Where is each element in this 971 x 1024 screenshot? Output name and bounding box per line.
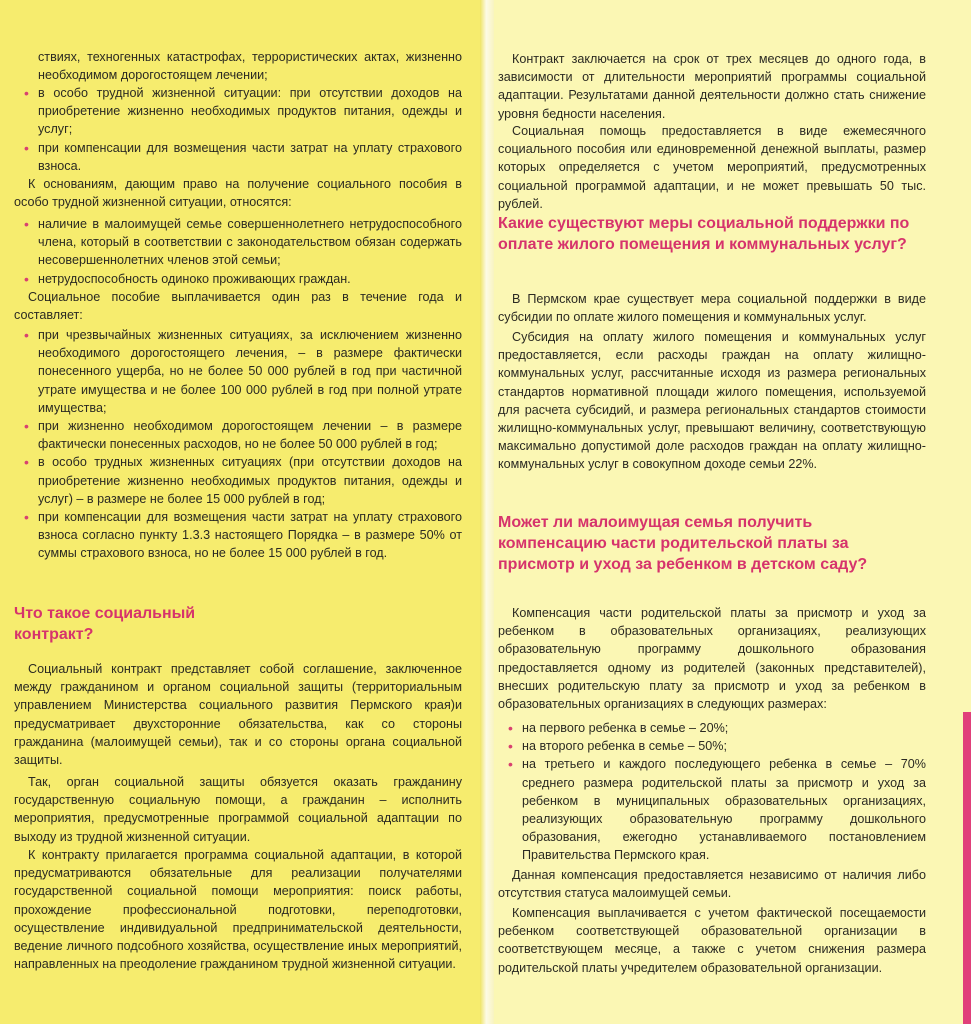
paragraph: Компенсация выплачивается с учетом фактической посещаемости ребенком соответствующей образовательной организации в соответствующем месяце, а также с учетом снижения размера родительской платы учредителем образовательной организации.	[498, 906, 926, 975]
list-hardship	[14, 84, 462, 175]
list-item: • при компенсации для возмещения части затрат на уплату страхового взноса.	[14, 139, 462, 175]
list-item: • при компенсации для возмещения части затрат на уплату страхового взноса согласно пункту 1.3.3 настоящего Порядка – в размере 50% от суммы страхового взноса, но не более 15 000 рублей в год.	[14, 508, 462, 563]
pink-edge-stripe	[963, 712, 971, 1024]
paragraph: Данная компенсация предоставляется независимо от наличия либо отсутствия статуса малоимущей семьи.	[498, 868, 926, 901]
paragraph: Компенсация части родительской платы за присмотр и уход за ребенком в образовательных организациях, реализующих образовательную программу дошкольного образования предоставляется одному из родителей (законных представителей), внесших родительскую плату за присмотр и уход за ребенком в образовательных организациях в следующих размерах:	[498, 606, 926, 712]
paragraph: Контракт заключается на срок от трех месяцев до одного года, в зависимости от длительности мероприятий программы социальной адаптации. Результатами данной деятельности должно стать снижение уровня бедности населения.	[498, 52, 926, 121]
paragraph: Социальная помощь предоставляется в виде ежемесячного социального пособия или единовременной денежной выплаты, размер которых определяется с учетом мероприятий, предусмотренных социальной программой адаптации, и не может превышать 50 тыс. рублей.	[498, 124, 926, 211]
list-item: • при жизненно необходимом дорогостоящем лечении – в размере фактически понесенных расходов, но не более 50 000 рублей в год;	[14, 417, 462, 453]
paragraph: ствиях, техногенных катастрофах, террористических актах, жизненно необходимом дорогостоящем лечении;	[38, 50, 462, 83]
paragraph: Социальное пособие выплачивается один раз в течение года и составляет:	[14, 290, 462, 323]
paragraph: В Пермском крае существует мера социальной поддержки в виде субсидии по оплате жилого помещения и коммунальных услуг.	[498, 292, 926, 325]
page-fold	[480, 0, 494, 1024]
list-item: • при чрезвычайных жизненных ситуациях, за исключением жизненно необходимого дорогостоящего лечения, – в размере фактически понесенного ущерба, но не более 50 000 рублей в год при частичной утрате имущества и не более 100 000 рублей в год при полной утрате имущества;	[14, 326, 462, 417]
list-grounds	[14, 215, 462, 288]
section-heading: Какие существуют меры социальной поддержки по оплате жилого помещения и коммунальных услуг?	[498, 215, 910, 253]
paragraph: Субсидия на оплату жилого помещения и коммунальных услуг предоставляется, если расходы граждан на оплату жилищно-коммунальных услуг, рассчитанные исходя из размера региональных стандартов нормативной площади жилого помещения, используемой для расчета субсидий, и размера региональных стандартов стоимости жилищно-коммунальных услуг, превышают величину, соответствующую максимально допустимой доле расходов граждан на оплату жилищно-коммунальных услуг в совокупном доходе семьи 22%.	[498, 330, 926, 472]
paragraph: К контракту прилагается программа социальной адаптации, в которой предусматриваются обязательные для реализации получателями государственной социальной помощи мероприятия: поиск работы, прохождение профессиональной подготовки, переподготовки, осуществление индивидуальной предпринимательской деятельности, ведение личного подсобного хозяйства, осуществление иных мероприятий, направленных на преодоление гражданином трудной жизненной ситуации.	[14, 848, 462, 972]
list-item: • в особо трудной жизненной ситуации: при отсутствии доходов на приобретение жизненно необходимых продуктов питания, одежды и услуг;	[14, 84, 462, 139]
list-item: • нетрудоспособность одиноко проживающих граждан.	[14, 270, 462, 288]
list-item: • в особо трудных жизненных ситуациях (при отсутствии доходов на приобретение жизненно необходимых продуктов питания, одежды и услуг) – в размере не более 15 000 рублей в год;	[14, 453, 462, 508]
list-item: • наличие в малоимущей семье совершеннолетнего нетрудоспособного члена, который в соответствии с законодательством обязан содержать несовершеннолетних членов этой семьи;	[14, 215, 462, 270]
list-amounts	[14, 326, 462, 563]
section-heading: Может ли малоимущая семья получить компенсацию части родительской платы за присмотр и уход за ребенком в детском саду?	[498, 514, 868, 573]
list-compensation	[498, 719, 926, 865]
paragraph: Социальный контракт представляет собой соглашение, заключенное между гражданином и органом социальной защиты (территориальным управлением Министерства социального развития Пермского края)и предусматривает двухсторонние обязательства, как со стороны гражданина (малоимущей семьи), так и со стороны органа социальной защиты.	[14, 662, 462, 768]
paragraph: Так, орган социальной защиты обязуется оказать гражданину государственную социальную помощи, а гражданин – исполнить мероприятия, предусмотренные программой социальной адаптации по выходу из трудной жизненной ситуации.	[14, 775, 462, 844]
list-item: • на первого ребенка в семье – 20%;	[498, 719, 926, 737]
list-item: • на третьего и каждого последующего ребенка в семье – 70% среднего размера родительской платы за присмотр и уход за ребенком в муниципальных образовательных организациях, реализующих образовательную программу дошкольного образования, ежегодно устанавливаемого постановлением Правительства Пермского края.	[498, 755, 926, 864]
section-heading: Что такое социальный контракт?	[14, 605, 196, 643]
paragraph: К основаниям, дающим право на получение социального пособия в особо трудной жизненной ситуации, относятся:	[14, 177, 462, 210]
list-item: • на второго ребенка в семье – 50%;	[498, 737, 926, 755]
